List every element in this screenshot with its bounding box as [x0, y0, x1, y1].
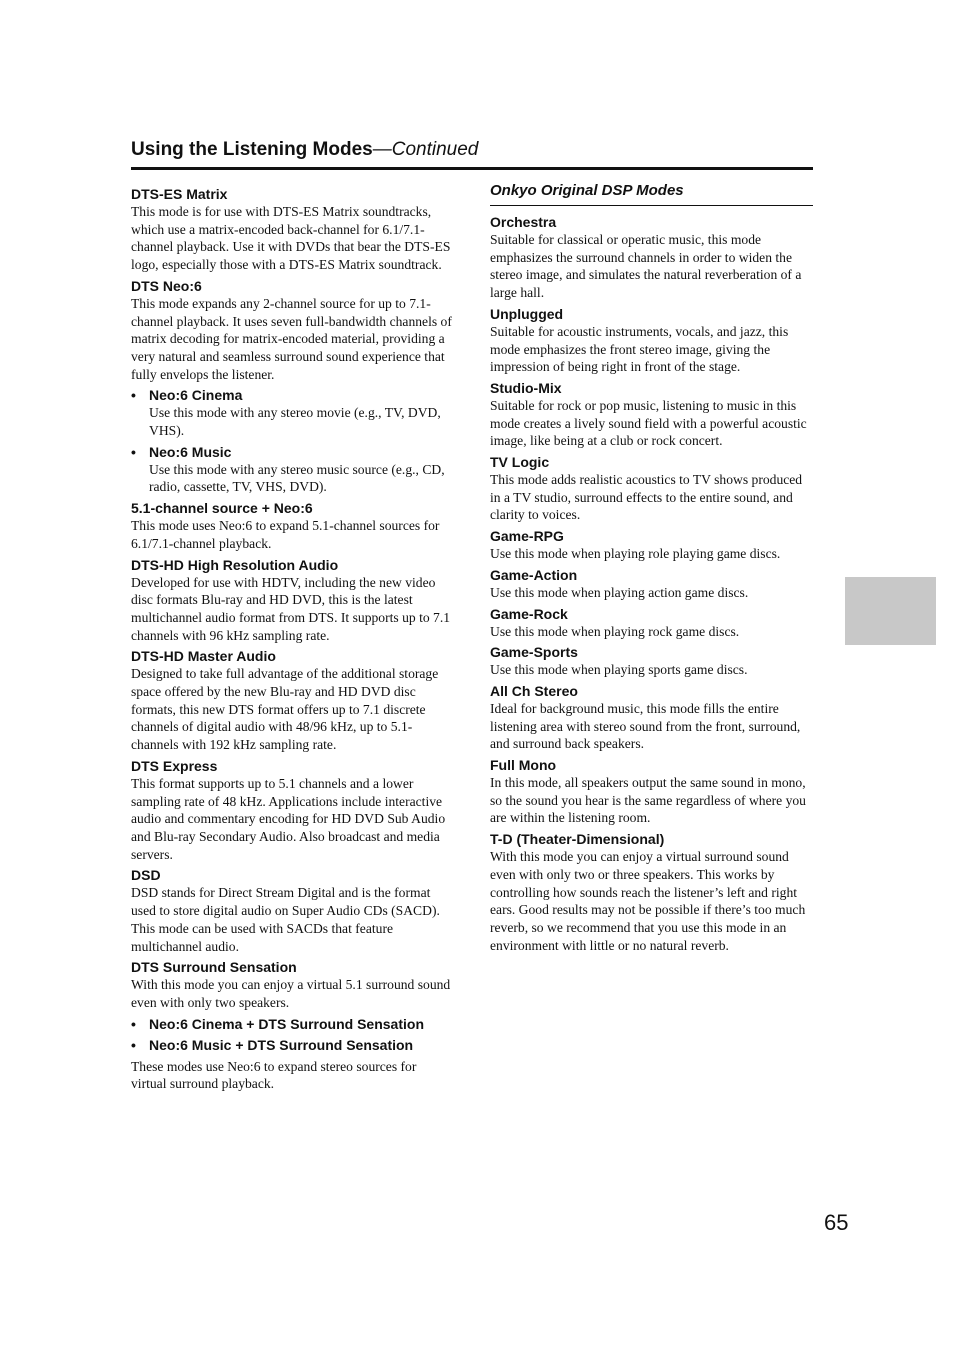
mode-entry	[490, 606, 813, 641]
mode-title: Orchestra	[490, 214, 557, 230]
mode-title: All Ch Stereo	[490, 682, 578, 699]
mode-entry	[131, 648, 455, 754]
mode-description: Designed to take full advantage of the additional storage space offered by the new Blu-ray and HD DVD disc formats, this new DTS format offers up to 7.1 discrete channels of digital audio with 48/96 kHz, up to 5.1-channels with 192 kHz sampling rate.	[131, 666, 439, 753]
mode-entry	[131, 387, 455, 439]
mode-entry	[490, 380, 813, 450]
mode-description: Use this mode when playing rock game discs.	[490, 623, 740, 639]
mode-title: Neo:6 Cinema	[149, 387, 243, 404]
mode-title: DTS-HD Master Audio	[131, 648, 276, 665]
mode-title: DTS Surround Sensation	[131, 959, 297, 976]
mode-title: T-D (Theater-Dimensional)	[490, 831, 665, 848]
mode-title: DTS-ES Matrix	[131, 186, 228, 202]
mode-description: Suitable for rock or pop music, listening to music in this mode creates a lively sound field with a powerful acoustic image, like being at a club or rock concert.	[490, 397, 807, 449]
mode-entry	[131, 278, 455, 384]
mode-entry	[131, 186, 455, 274]
page-header	[131, 139, 813, 170]
mode-title: Unplugged	[490, 305, 564, 322]
mode-title: Neo:6 Music + DTS Surround Sensation	[149, 1036, 414, 1053]
mode-title: 5.1-channel source + Neo:6	[131, 500, 313, 517]
mode-entry	[490, 454, 813, 524]
mode-title: DTS Express	[131, 757, 218, 774]
mode-entry	[131, 500, 455, 552]
mode-title: Neo:6 Music	[149, 443, 232, 460]
mode-title: Game-Action	[490, 566, 578, 583]
bullet-marker: •	[131, 1036, 136, 1053]
mode-entry	[131, 758, 455, 864]
mode-entry	[490, 306, 813, 376]
mode-entry	[490, 528, 813, 563]
mode-entry	[131, 959, 455, 1011]
mode-title: Full Mono	[490, 757, 557, 774]
mode-entry	[131, 1016, 455, 1033]
mode-description: Use this mode when playing sports game discs.	[490, 662, 748, 678]
mode-title: DSD	[131, 867, 161, 884]
page-number: 65	[824, 1210, 849, 1235]
mode-entry	[131, 557, 455, 645]
mode-entry	[490, 644, 813, 679]
mode-entry	[131, 444, 455, 496]
page-header-title	[131, 139, 478, 161]
mode-entry	[490, 567, 813, 602]
mode-entry	[490, 831, 813, 954]
mode-title: Game-Rock	[490, 605, 568, 622]
bullet-marker: •	[131, 443, 136, 460]
mode-entry	[490, 683, 813, 753]
header-title-text: Using the Listening Modes	[131, 139, 373, 160]
mode-title: Neo:6 Cinema + DTS Surround Sensation	[149, 1015, 424, 1032]
mode-entry	[490, 214, 813, 302]
mode-description: This mode adds realistic acoustics to TV shows produced in a TV studio, surround effects to the entire sound, and clarity to voices.	[490, 472, 803, 523]
mode-description: Use this mode with any stereo movie (e.g., TV, DVD, VHS).	[149, 405, 441, 439]
mode-entry	[131, 1058, 455, 1093]
header-continued: —Continued	[372, 139, 479, 160]
mode-title: DTS Neo:6	[131, 277, 202, 294]
mode-description: DSD stands for Direct Stream Digital and is the format used to store digital audio on Super Audio CDs (SACD). This mode can be used with SACDs that feature multichannel audio.	[131, 885, 440, 954]
left-column	[131, 182, 455, 1097]
chapter-tab	[845, 577, 936, 645]
mode-title: Studio-Mix	[490, 379, 562, 396]
mode-description: This mode uses Neo:6 to expand 5.1-channel sources for 6.1/7.1-channel playback.	[131, 518, 440, 551]
mode-description: This mode is for use with DTS-ES Matrix soundtracks, which use a matrix-encoded back-channel for 6.1/7.1-channel playback. Use it with DVDs that bear the DTS-ES logo, especially those with a DTS-ES Matrix soundtrack.	[131, 204, 451, 273]
bullet-marker: •	[131, 387, 136, 404]
mode-description: Developed for use with HDTV, including the new video disc formats Blu-ray and HD DVD, this is the latest multichannel audio format from DTS. It supports up to 7.1 channels with 96 kHz sampling rate.	[131, 574, 451, 643]
right-column	[490, 182, 813, 958]
mode-description: This mode expands any 2-channel source for up to 7.1-channel playback. It uses seven full-bandwidth channels of matrix decoding for matrix-encoded material, providing a very natural and seamless surround sound experience that fully envelops the listener.	[131, 295, 452, 382]
mode-entry	[490, 757, 813, 827]
mode-title: DTS-HD High Resolution Audio	[131, 556, 339, 573]
mode-description: Suitable for classical or operatic music, this mode emphasizes the surround channels in order to widen the stereo image, and simulates the natural reverberation of a large hall.	[490, 232, 802, 301]
mode-title: TV Logic	[490, 454, 550, 471]
mode-description: Suitable for acoustic instruments, vocals, and jazz, this mode emphasizes the front stereo image, giving the impression of being right in front of the stage.	[490, 323, 789, 375]
mode-title: Game-RPG	[490, 528, 564, 545]
mode-title: Game-Sports	[490, 644, 578, 661]
mode-description: With this mode you can enjoy a virtual surround sound even with only two or three speakers. This works by controlling how sounds reach the listener’s left and right ears. Good results may not be possible if there’s too much reverb, so we recommend that you use this mode in an environment with little or no natural reverb.	[490, 849, 806, 953]
mode-description: In this mode, all speakers output the same sound in mono, so the sound you hear is the same regardless of where you are within the listening room.	[490, 775, 806, 826]
mode-description: This format supports up to 5.1 channels and a lower sampling rate of 48 kHz. Applications include interactive audio and commentary encoding for HD DVD Sub Audio and Blu-ray Secondary Audio. Also broadcast and media servers.	[131, 775, 446, 862]
mode-description: Use this mode when playing role playing game discs.	[490, 546, 781, 562]
mode-description: These modes use Neo:6 to expand stereo sources for virtual surround playback.	[131, 1058, 417, 1092]
mode-description: Ideal for background music, this mode fills the entire listening area with stereo sound from the front, surround, and surround back speakers.	[490, 700, 801, 752]
bullet-marker: •	[131, 1015, 136, 1032]
mode-description: Use this mode when playing action game discs.	[490, 584, 749, 600]
mode-description: Use this mode with any stereo music source (e.g., CD, radio, cassette, TV, VHS, DVD).	[149, 461, 445, 495]
section-title: Onkyo Original DSP Modes	[490, 182, 813, 206]
mode-entry	[131, 1037, 455, 1054]
right-entries	[490, 214, 813, 954]
mode-entry	[131, 867, 455, 955]
mode-description: With this mode you can enjoy a virtual 5.1 surround sound even with only two speakers.	[131, 977, 451, 1010]
